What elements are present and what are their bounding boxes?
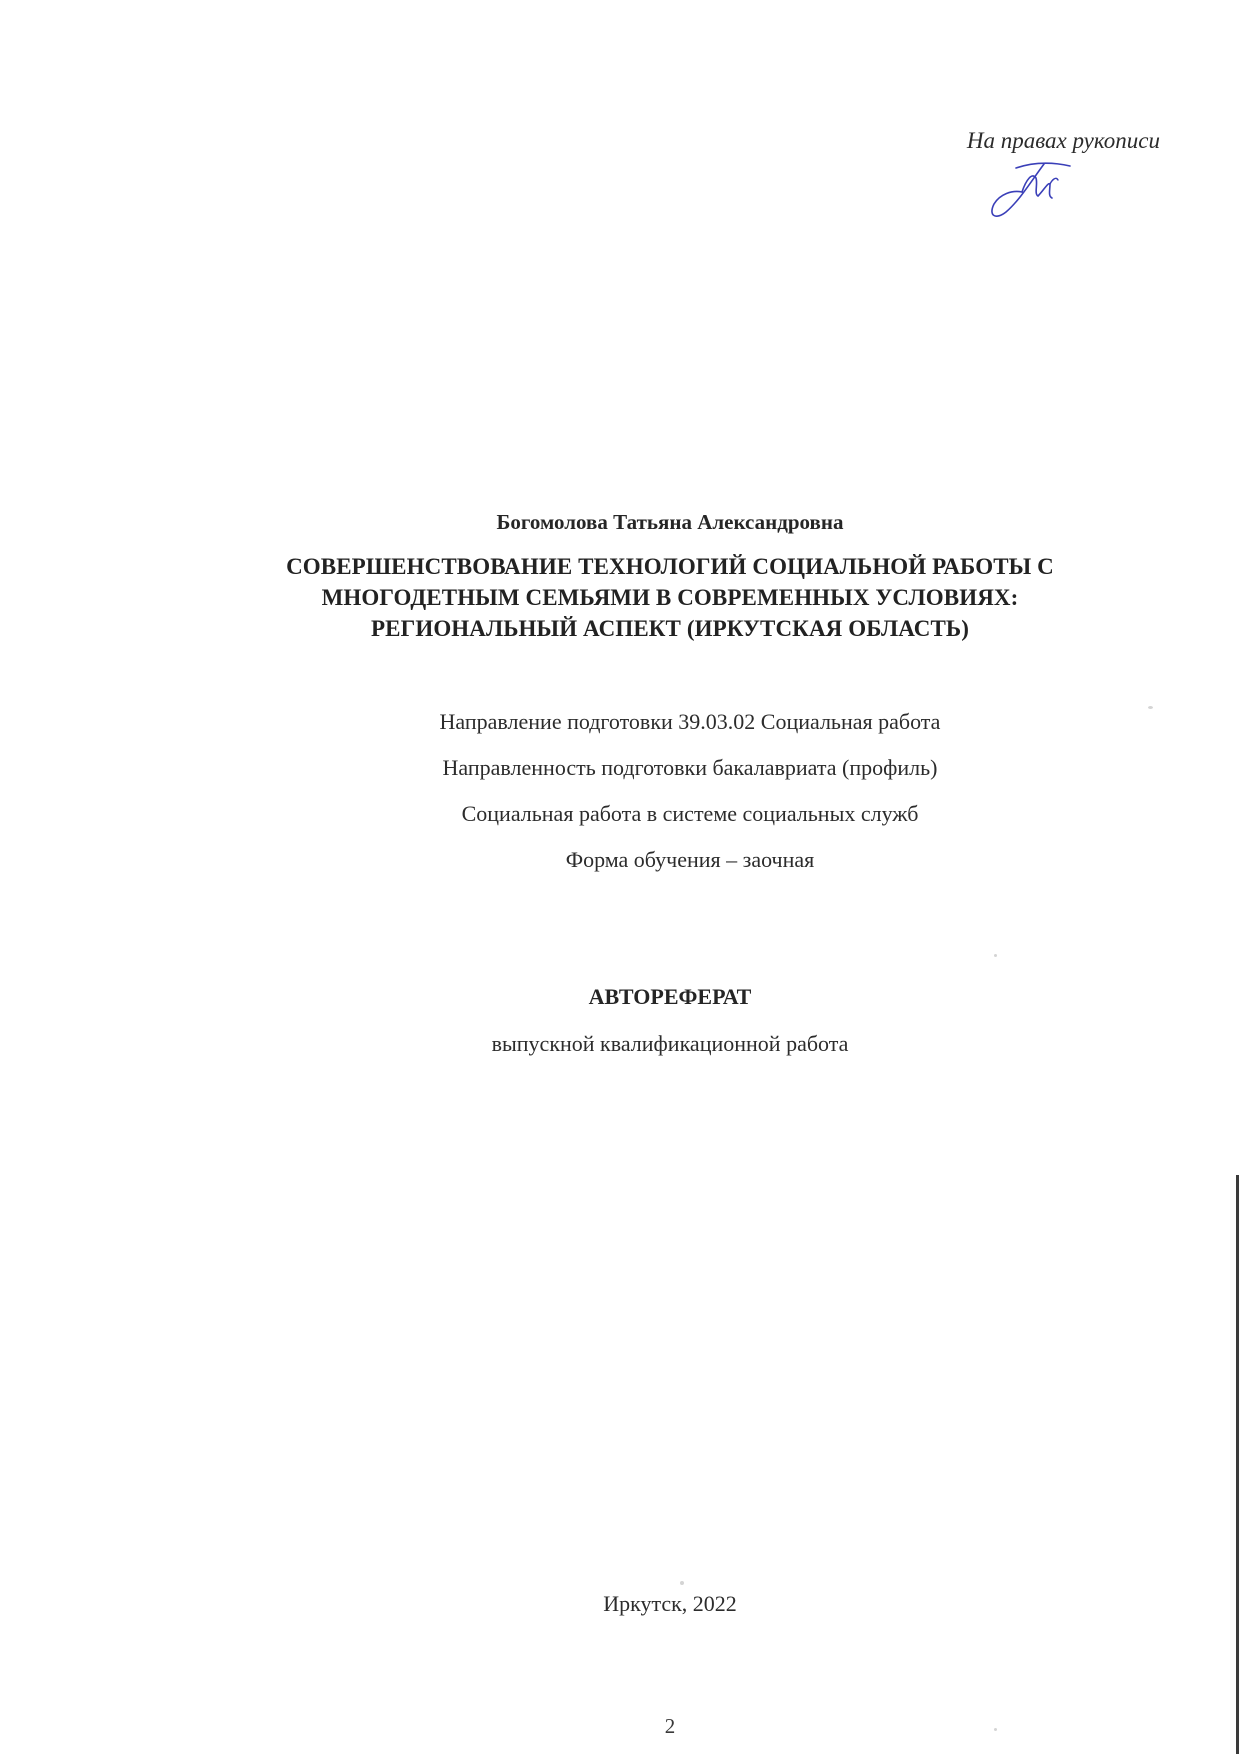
scan-speck bbox=[994, 954, 997, 957]
document-type: АВТОРЕФЕРАТ bbox=[588, 984, 752, 1009]
study-profile: Социальная работа в системе социальных служб bbox=[461, 801, 919, 826]
scan-speck bbox=[994, 1728, 997, 1731]
author-name: Богомолова Татьяна Александровна bbox=[496, 510, 844, 534]
title-line: РЕГИОНАЛЬНЫЙ АСПЕКТ (ИРКУТСКАЯ ОБЛАСТЬ) bbox=[371, 616, 969, 641]
title-line: МНОГОДЕТНЫМ СЕМЬЯМИ В СОВРЕМЕННЫХ УСЛОВИЯХ: bbox=[321, 585, 1019, 610]
page-number: 2 bbox=[664, 1714, 676, 1738]
document-subtitle: выпускной квалификационной работа bbox=[491, 1031, 849, 1056]
thesis-title bbox=[140, 551, 1200, 644]
manuscript-note: На правах рукописи bbox=[966, 128, 1160, 153]
study-direction: Направление подготовки 39.03.02 Социальная работа bbox=[439, 709, 941, 734]
study-form: Форма обучения – заочная bbox=[565, 847, 815, 872]
scan-speck bbox=[1148, 706, 1153, 709]
study-orientation: Направленность подготовки бакалавриата (профиль) bbox=[442, 755, 938, 780]
signature-icon bbox=[986, 160, 1078, 222]
title-line: СОВЕРШЕНСТВОВАНИЕ ТЕХНОЛОГИЙ СОЦИАЛЬНОЙ РАБОТЫ С bbox=[286, 554, 1054, 579]
study-details bbox=[190, 707, 1190, 891]
city-year: Иркутск, 2022 bbox=[603, 1591, 737, 1616]
scan-speck bbox=[680, 1581, 684, 1585]
scan-edge bbox=[1236, 1175, 1239, 1754]
